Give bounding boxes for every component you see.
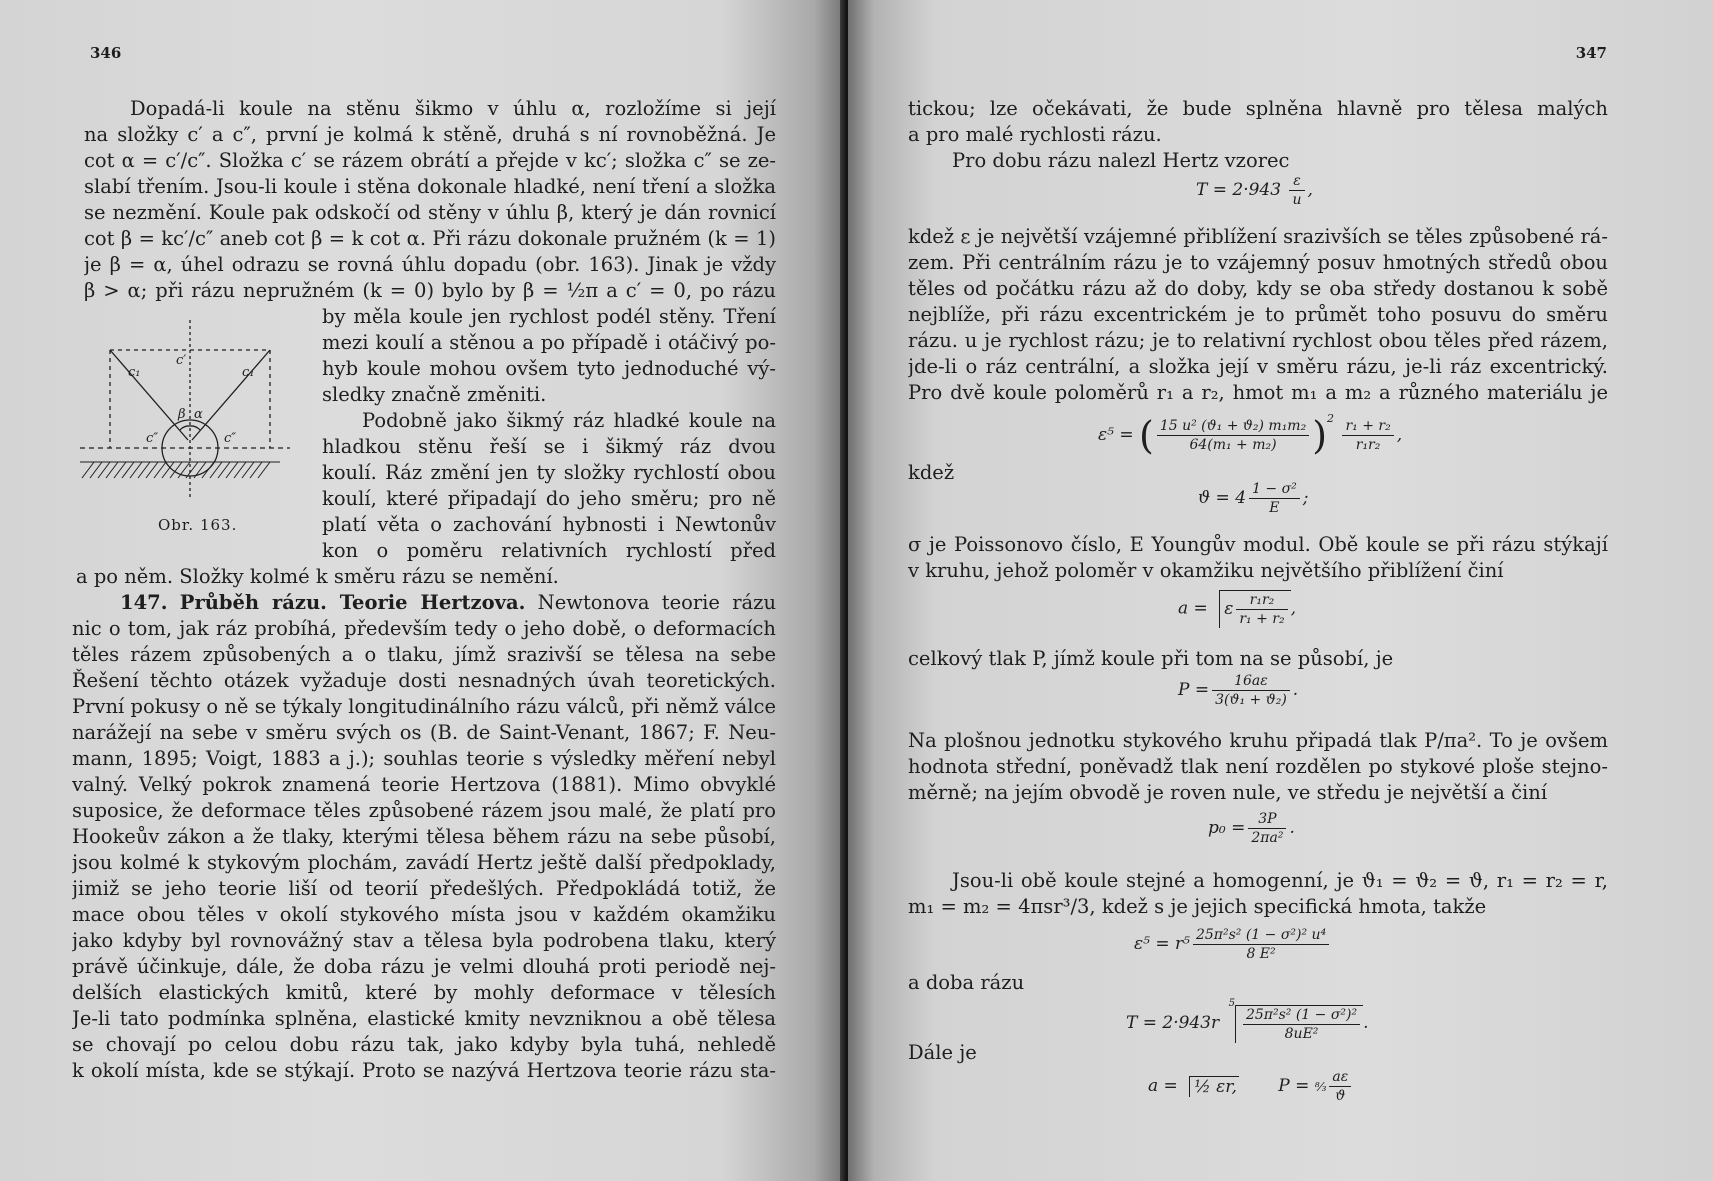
label-c1: c₁ bbox=[128, 365, 141, 380]
eq-denominator: 8 E² bbox=[1246, 946, 1276, 962]
text-line: celkový tlak P, jímž koule při tom na se působí, je bbox=[908, 647, 1394, 670]
text-line: k okolí místa, kde se stýkají. Proto se nazývá Hertzova teorie rázu sta- bbox=[72, 1059, 776, 1082]
text-line: suposice, že deformace těles způsobené rázem jsou malé, že platí pro bbox=[72, 799, 776, 822]
text-line: se nezmění. Koule pak odskočí od stěny v úhlu β, který je dán rovnicí bbox=[84, 201, 776, 224]
text-line: je β = α, úhel odrazu se rovná úhlu dopadu (obr. 163). Jinak je vždy bbox=[84, 253, 776, 276]
equation-radius bbox=[1178, 590, 1296, 628]
text-line: by měla koule jen rychlost podél stěny. Tření bbox=[322, 305, 776, 328]
text-line: jsou kolmé k stykovým plochám, zavádí Hertz ještě další předpoklady, bbox=[72, 851, 776, 874]
text-line: koulí. Ráz změní jen ty složky rychlostí obou bbox=[322, 461, 776, 484]
right-page bbox=[848, 0, 1713, 1181]
eq-denominator: E bbox=[1269, 500, 1280, 516]
text-line: Dále je bbox=[908, 1041, 977, 1064]
text-line: m₁ = m₂ = 4πsr³/3, kdež s je jejich specifická hmota, takže bbox=[908, 895, 1487, 918]
eq-tail: ; bbox=[1302, 488, 1309, 508]
text-line: Pro dobu rázu nalezl Hertz vzorec bbox=[952, 149, 1290, 172]
label-c-double-prime-right: c″ bbox=[224, 431, 237, 446]
eq-denominator-2: r₁r₂ bbox=[1355, 437, 1381, 453]
equation-epsilon: ε⁵ = ( $\frac{\text{15 u² (ϑ₁ + ϑ₂) m₁m₂}}{\text{64(m₁ + m₂)}}$ )$^2$ $\frac{\text{r₁ + r₂}}{\text{r₁r₂}}$ , bbox=[1098, 412, 1403, 458]
eq-lhs: p₀ = bbox=[1208, 818, 1246, 838]
text-line: cot α = c′/c″. Složka c′ se rázem obrátí a přejde v kc′; složka c″ se ze- bbox=[84, 149, 776, 172]
text-line: mezi koulí a stěnou a po případě i otáčivý po- bbox=[322, 331, 776, 354]
text-line: platí věta o zachování hybnosti i Newtonův bbox=[322, 513, 776, 536]
text-line: na složky c′ a c″, první je kolmá k stěně, druhá s ní rovnoběžná. Je bbox=[84, 123, 776, 146]
text-line: a po něm. Složky kolmé k směru rázu se nemění. bbox=[76, 565, 559, 588]
text-line: měrně; na jejím obvodě je roven nule, ve středu je největší a činí bbox=[908, 781, 1548, 804]
text-line: v kruhu, jehož poloměr v okamžiku největšího přiblížení činí bbox=[908, 559, 1504, 582]
text-line: tickou; lze očekávati, že bude splněna hlavně pro tělesa malých bbox=[908, 97, 1608, 120]
eq-tail: . bbox=[1292, 680, 1299, 700]
eq-radicand: ε bbox=[1224, 599, 1234, 619]
eq-lhs: ϑ = 4 bbox=[1198, 488, 1247, 508]
angle-alpha-arc bbox=[190, 426, 200, 430]
eq-lhs: P = bbox=[1178, 680, 1210, 700]
eq-numerator: 3P bbox=[1248, 810, 1286, 829]
eq-denominator: 3(ϑ₁ + ϑ₂) bbox=[1215, 692, 1287, 708]
text-line: cot β = kc′/c″ aneb cot β = k cot α. Při rázu dokonale pružném (k = 1) bbox=[84, 227, 776, 250]
text-line: narážejí na sebe v směru svých os (B. de Saint-Venant, 1867; F. Neu- bbox=[72, 721, 776, 744]
text-line: β > α; při rázu nepružném (k = 0) bylo by β = ½π a c′ = 0, po rázu bbox=[84, 279, 776, 302]
eq-lhs: a = bbox=[1178, 598, 1208, 619]
text-line: zem. Při centrálním rázu je to vzájemný posuv hmotných středů obou bbox=[908, 251, 1608, 274]
label-c1-out: c₁ bbox=[242, 365, 255, 380]
eq-numerator: ε bbox=[1289, 172, 1304, 191]
text-line: Na plošnou jednotku stykového kruhu připadá tlak P/πa². To je ovšem bbox=[908, 729, 1608, 752]
text-line: právě účinkuje, dále, že doba rázu je velmi dlouhá proti periodě nej- bbox=[72, 955, 776, 978]
page-number: 347 bbox=[1575, 44, 1607, 62]
eq-lhs: T = 2·943r bbox=[1126, 1013, 1220, 1033]
eq-lhs: T = 2·943 bbox=[1196, 180, 1282, 200]
eq-radicand: ½ εr, bbox=[1194, 1077, 1237, 1097]
text-line: kon o poměru relativních rychlostí před bbox=[322, 539, 776, 562]
label-beta: β bbox=[178, 407, 186, 422]
section-heading-line bbox=[76, 590, 776, 616]
eq-lhs-p: P = bbox=[1278, 1076, 1310, 1096]
text-line: Řešení těchto otázek vyžaduje dosti nesnadných úvah teoretických. bbox=[72, 669, 776, 692]
text-line: hladkou stěnu řeší se i šikmý ráz dvou bbox=[322, 435, 776, 458]
section-first-line-rest: Newtonova teorie rázu bbox=[537, 591, 776, 614]
equation-hertz-time bbox=[1196, 172, 1313, 209]
eq-lhs-a: a = bbox=[1148, 1076, 1178, 1096]
eq-denominator: 64(m₁ + m₂) bbox=[1189, 437, 1277, 453]
eq-tail: . bbox=[1363, 1013, 1369, 1033]
text-line: nic o tom, jak ráz probíhá, především tedy o jeho době, o deformacích bbox=[72, 617, 776, 640]
eq-tail: , bbox=[1396, 425, 1403, 445]
text-line: Hookeův zákon a že tlaky, kterými tělesa během rázu na sebe působí, bbox=[72, 825, 776, 848]
eq-numerator: 15 u² (ϑ₁ + ϑ₂) m₁m₂ bbox=[1157, 417, 1309, 436]
equation-final bbox=[1148, 1068, 1354, 1105]
eq-numerator-2: r₁ + r₂ bbox=[1342, 417, 1393, 436]
equation-force bbox=[1178, 672, 1298, 709]
eq-denominator: u bbox=[1292, 192, 1302, 208]
text-line: Pro dvě koule poloměrů r₁ a r₂, hmot m₁ a m₂ a různého materiálu je bbox=[908, 381, 1608, 404]
eq-denominator: ϑ bbox=[1335, 1088, 1346, 1104]
text-line: kdež ε je největší vzájemné přiblížení srazivších se těles způsobené rá- bbox=[908, 225, 1608, 248]
section-title: Průběh rázu. Teorie Hertzova. bbox=[179, 591, 526, 614]
text-line: hodnota střední, poněvadž tlak není rozdělen po stykové ploše stejno- bbox=[908, 755, 1608, 778]
text-line: sledky značně změniti. bbox=[322, 383, 547, 406]
eq-tail: , bbox=[1290, 598, 1296, 619]
text-line: První pokusy o ně se týkaly longitudinálního rázu válců, při němž válce bbox=[72, 695, 776, 718]
eq-numerator: 25π²s² (1 − σ²)² bbox=[1243, 1006, 1360, 1025]
label-c-prime: c′ bbox=[176, 353, 187, 368]
eq-tail: . bbox=[1289, 818, 1295, 838]
equation-theta bbox=[1198, 480, 1308, 517]
text-line: mace obou těles v okolí stykového místa jsou v každém okamžiku bbox=[72, 903, 776, 926]
eq-numerator: r₁r₂ bbox=[1236, 591, 1287, 610]
text-line: a doba rázu bbox=[908, 971, 1025, 994]
eq-numerator: 16aε bbox=[1212, 672, 1290, 691]
text-line: a pro malé rychlosti rázu. bbox=[908, 123, 1162, 146]
text-line: se chovají po celou dobu rázu tak, jako kdyby byla tuhá, nehledě bbox=[72, 1033, 776, 1056]
page-number: 346 bbox=[90, 44, 122, 62]
text-line: σ je Poissonovo číslo, E Youngův modul. Obě koule se při rázu stýkají bbox=[908, 533, 1608, 556]
eq-numerator: 1 − σ² bbox=[1249, 480, 1300, 499]
text-line: jde-li o ráz centrální, a složka její v směru rázu, je-li ráz excentrický. bbox=[908, 355, 1608, 378]
eq-denominator: 8uE² bbox=[1284, 1025, 1319, 1042]
label-alpha: α bbox=[194, 407, 203, 422]
eq-numerator: 25π²s² (1 − σ²)² u⁴ bbox=[1193, 926, 1329, 945]
eq-exponent: 2 bbox=[1327, 412, 1335, 425]
text-line: mann, 1895; Voigt, 1883 a j.); souhlas teorie s výsledky měření nebyl bbox=[72, 747, 776, 770]
text-line: Podobně jako šikmý ráz hladké koule na bbox=[362, 409, 776, 432]
equation-max-pressure bbox=[1208, 810, 1295, 847]
text-line: hyb koule mohou ovšem tyto jednoduché vý- bbox=[322, 357, 776, 380]
equation-time-equal-balls bbox=[1126, 998, 1369, 1043]
text-line: valný. Velký pokrok znamená teorie Hertzova (1881). Mimo obvyklé bbox=[72, 773, 776, 796]
text-line: nejblíže, při rázu excentrickém je to průmět toho posuvu do směru bbox=[908, 303, 1608, 326]
wall-hatching bbox=[82, 462, 270, 478]
figure-163 bbox=[80, 320, 300, 520]
text-line: těles od počátku rázu až do doby, kdy se oba středy dostanou k sobě bbox=[908, 277, 1608, 300]
text-line: těles rázem způsobených a o tlaku, jímž srazivší se tělesa na sebe bbox=[72, 643, 776, 666]
text-line: kdež bbox=[908, 461, 955, 484]
label-c-double-prime-left: c″ bbox=[146, 431, 159, 446]
figure-caption: Obr. 163. bbox=[158, 516, 238, 534]
text-line: Dopadá-li koule na stěnu šikmo v úhlu α, rozložíme si její bbox=[130, 97, 776, 120]
text-line: rázu. u je rychlost rázu; je to relativní rychlost obou těles před rázem, bbox=[908, 329, 1608, 352]
text-line: jako kdyby byl rovnovážný stav a tělesa byla podrobena tlaku, který bbox=[72, 929, 776, 952]
eq-tail: , bbox=[1307, 180, 1313, 200]
text-line: jimiž se jeho teorie liší od teorií předešlých. Předpokládá totiž, že bbox=[72, 877, 776, 900]
reflected-ray bbox=[192, 350, 270, 440]
eq-root-index: 5 bbox=[1228, 998, 1235, 1009]
section-number: 147. bbox=[120, 591, 168, 614]
eq-denominator: 2πa² bbox=[1251, 830, 1284, 846]
left-page bbox=[0, 0, 848, 1181]
eq-lhs: ε⁵ = bbox=[1098, 425, 1134, 445]
angle-beta-arc bbox=[180, 426, 190, 430]
eq-denominator: r₁ + r₂ bbox=[1239, 611, 1285, 627]
text-line: koulí, které připadají do jeho směru; pro ně bbox=[322, 487, 776, 510]
text-line: slabí třením. Jsou-li koule i stěna dokonale hladké, není tření a složka bbox=[84, 175, 776, 198]
eq-numerator: aε bbox=[1329, 1068, 1351, 1087]
equation-epsilon-equal-balls bbox=[1134, 926, 1332, 963]
text-line: Je-li tato podmínka splněna, elastické kmity nevzniknou a obě tělesa bbox=[72, 1007, 776, 1030]
text-line: delších elastických kmitů, které by mohly deformace v tělesích bbox=[72, 981, 776, 1004]
text-line: Jsou-li obě koule stejné a homogenní, je ϑ₁ = ϑ₂ = ϑ, r₁ = r₂ = r, bbox=[952, 869, 1608, 892]
eq-lhs: ε⁵ = r⁵ bbox=[1134, 934, 1190, 954]
eq-coefficient: ⁸⁄₃ bbox=[1314, 1080, 1327, 1094]
